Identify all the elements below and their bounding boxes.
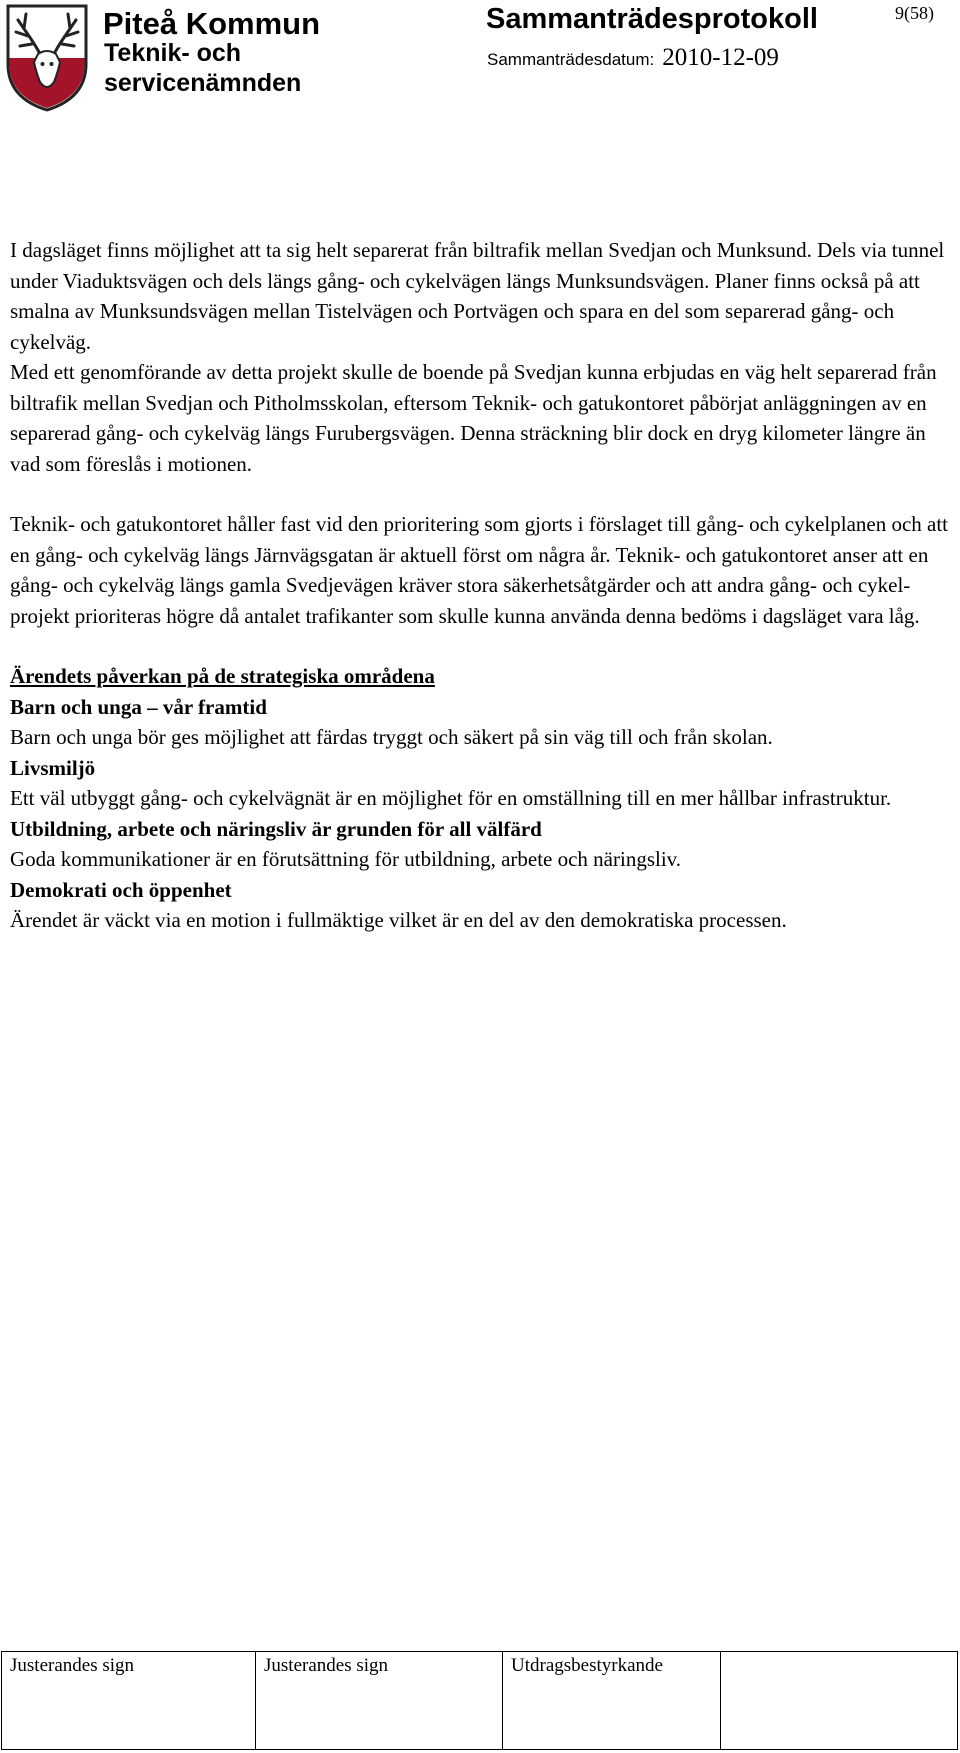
strategy-area-title: Utbildning, arbete och näringsliv är grunden för all välfärd [10,816,542,841]
strategy-area-text: Ärendet är väckt via en motion i fullmäktige vilket är en del av den demokratiska processen. [10,908,787,932]
strategy-area-text: Ett väl utbyggt gång- och cykelvägnät är en möjlighet för en omställning till en mer hållbar infrastruktur. [10,786,892,810]
strategy-area-text: Barn och unga bör ges möjlighet att färdas tryggt och säkert på sin väg till och från skolan. [10,725,773,749]
body-paragraph: I dagsläget finns möjlighet att ta sig helt separerat från biltrafik mellan Svedjan och Munksund. Dels via tunnel under Viaduktsvägen och dels längs gång- och cykelvägen längs Munksundsvägen. Planer finns också på att smalna av Munksundsvägen mellan Tistelvägen och Portvägen och spara en del som separerad gång- och cykelväg. [10,238,945,354]
signature-cell-justerande-2: Justerandes sign [256,1652,503,1750]
paragraph-spacer [10,479,950,509]
page-number: 9(58) [895,3,934,23]
strategy-area-title: Demokrati och öppenhet [10,877,232,902]
body-paragraph: Med ett genomförande av detta projekt skulle de boende på Svedjan kunna erbjudas en väg helt separerad från biltrafik mellan Svedjan och Pitholmsskolan, eftersom Teknik- och gatukontoret påbörjat anläggningen av en separerad gång- och cykelväg längs Furubergsvägen. Denna sträckning blir dock en dryg kilometer längre än vad som föreslås i motionen. [10,360,937,476]
signature-table [1,1651,958,1750]
meeting-date-value: 2010-12-09 [662,44,779,71]
signature-cell-justerande-1: Justerandes sign [2,1652,256,1750]
meeting-date-row [487,44,779,72]
paragraph-spacer [10,631,950,661]
strategy-heading: Ärendets påverkan på de strategiska områdena [10,664,435,688]
strategy-area-title: Barn och unga – vår framtid [10,694,267,719]
signature-cell-empty [721,1652,958,1750]
document-type-title: Sammanträdesprotokoll [486,3,818,35]
document-header [0,0,960,120]
signature-cell-utdragsbestyrkande: Utdragsbestyrkande [503,1652,721,1750]
committee-name: Teknik- och servicenämnden [104,39,302,97]
signature-row [2,1652,958,1750]
strategy-area-text: Goda kommunikationer är en förutsättning för utbildning, arbete och näringsliv. [10,847,682,871]
reindeer-emblem-icon [4,2,90,114]
organization-name: Piteå Kommun [103,6,321,41]
meeting-date-label: Sammanträdesdatum: [487,50,655,69]
body-paragraph: Teknik- och gatukontoret håller fast vid den prioritering som gjorts i förslaget till gång- och cykelplanen och att en gång- och cykelväg längs Järnvägsgatan är aktuell först om några år. Teknik- och gatukontoret anser att en gång- och cykelväg längs gamla Svedjevägen kräver stora säkerhetsåtgärder och att andra gång- och cykel-projekt prioriteras högre då antalet trafikanter som skulle kunna använda denna bedöms i dagsläget vara låg. [10,512,949,628]
protocol-body [10,235,950,936]
strategy-area-title: Livsmiljö [10,755,96,780]
